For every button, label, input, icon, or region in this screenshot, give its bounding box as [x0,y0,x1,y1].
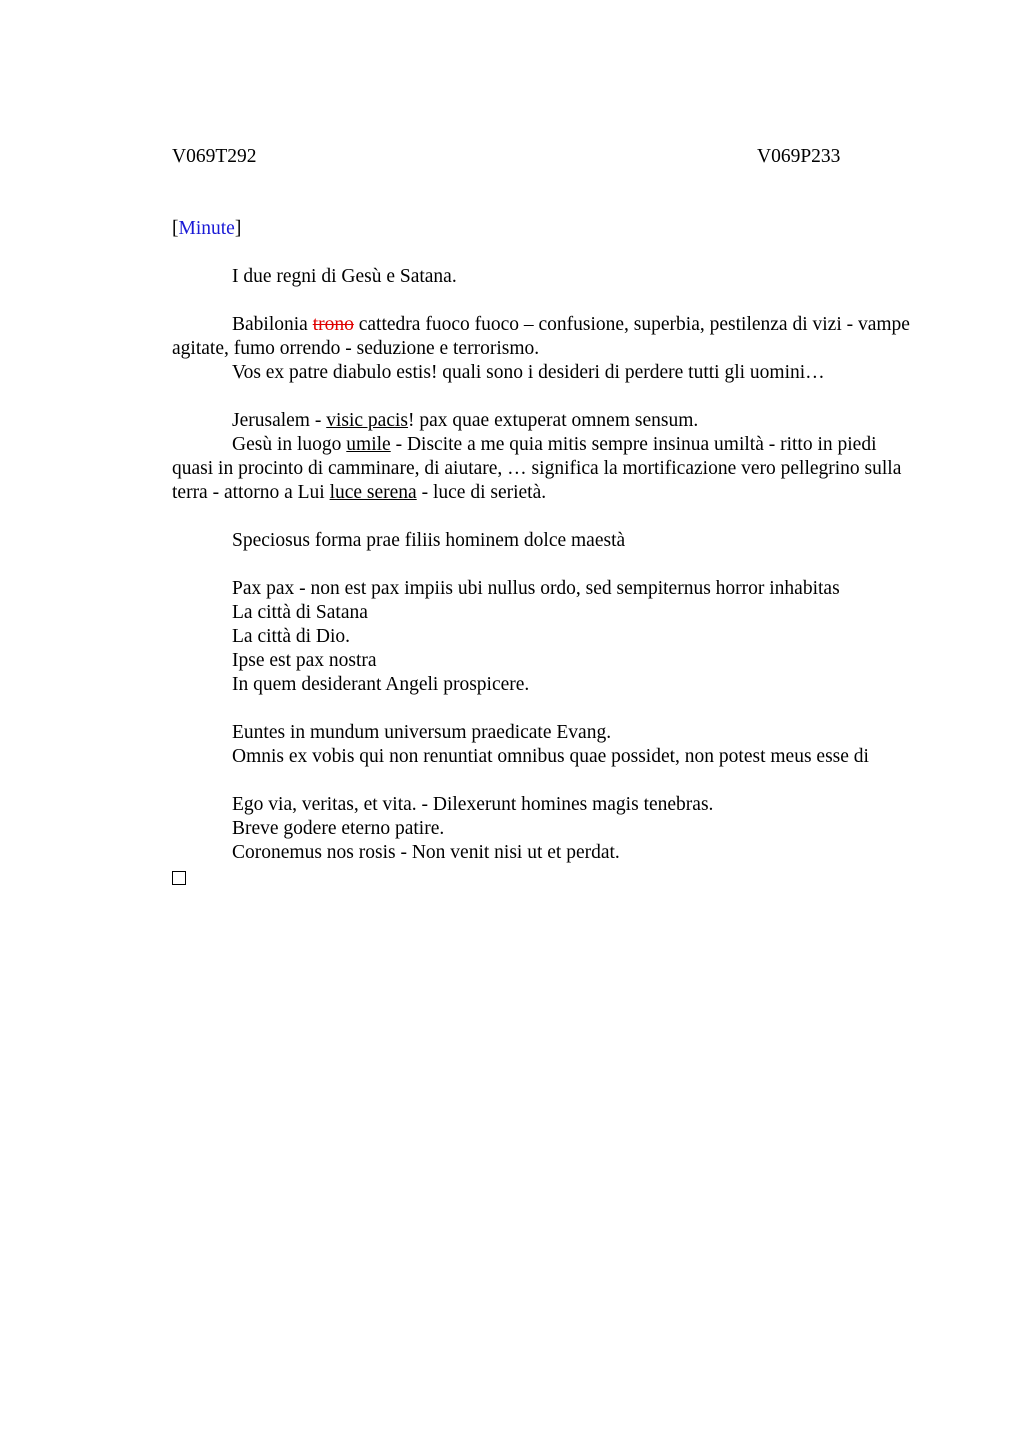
text-run: - Discite a me quia mitis sempre insinua umiltà - ritto in piedi quasi in procinto di camminare, di aiutare, … significa la mortificazione vero pellegrino sulla terra - attorno a Lui [172,434,902,503]
text-run: cattedra fuoco fuoco – confusione, superbia, pestilenza di vizi - vampe agitate, fumo orrendo - seduzione e terrorismo. [172,314,910,359]
line-pax: Pax pax - non est pax impiis ubi nullus ordo, sed sempiternus horror inhabitas [232,578,840,599]
underlined-word: umile [346,434,391,455]
text-run: Jerusalem - [232,410,327,431]
underlined-phrase: visic pacis [326,410,408,431]
underlined-phrase: luce serena [329,482,417,503]
line-satana: La città di Satana [232,602,368,623]
text-run: Babilonia [232,314,313,335]
text-run: - luce di serietà. [416,482,547,503]
line-in-quem: In quem desiderant Angeli prospicere. [232,674,530,695]
paragraph-babilonia [172,313,922,361]
line-ipse: Ipse est pax nostra [232,650,377,671]
line-dio: La città di Dio. [232,626,351,647]
line-coronemus: Coronemus nos rosis - Non venit nisi ut et perdat. [232,842,620,863]
section-heading [172,217,922,241]
document-body [172,217,922,892]
line-breve: Breve godere eterno patire. [232,818,445,839]
line-ego: Ego via, veritas, et vita. - Dilexerunt homines magis tenebras. [232,794,714,815]
text-run: Gesù in luogo [232,434,347,455]
struck-word: trono [312,314,354,335]
paragraph-speciosus: Speciosus forma prae filiis hominem dolce maestà [232,530,626,551]
end-marker-row [172,865,922,892]
line-omnis: Omnis ex vobis qui non renuntiat omnibus quae possidet, non potest meus esse di [232,746,869,767]
bracket-close: ] [234,218,242,239]
text-run: ! pax quae extuperat omnem sensum. [408,410,699,431]
section-label-minute: Minute [178,218,235,239]
header-left-code: V069T292 [172,146,257,167]
line-euntes: Euntes in mundum universum praedicate Evang. [232,722,612,743]
document-title: I due regni di Gesù e Satana. [232,266,457,287]
header-right-code: V069P233 [757,146,841,167]
paragraph-vos: Vos ex patre diabulo estis! quali sono i desideri di perdere tutti gli uomini… [232,362,825,383]
paragraph-gesu [172,433,922,505]
paragraph-jerusalem [172,409,922,433]
square-outline-icon [172,871,186,885]
bracket-open: [ [172,218,179,239]
